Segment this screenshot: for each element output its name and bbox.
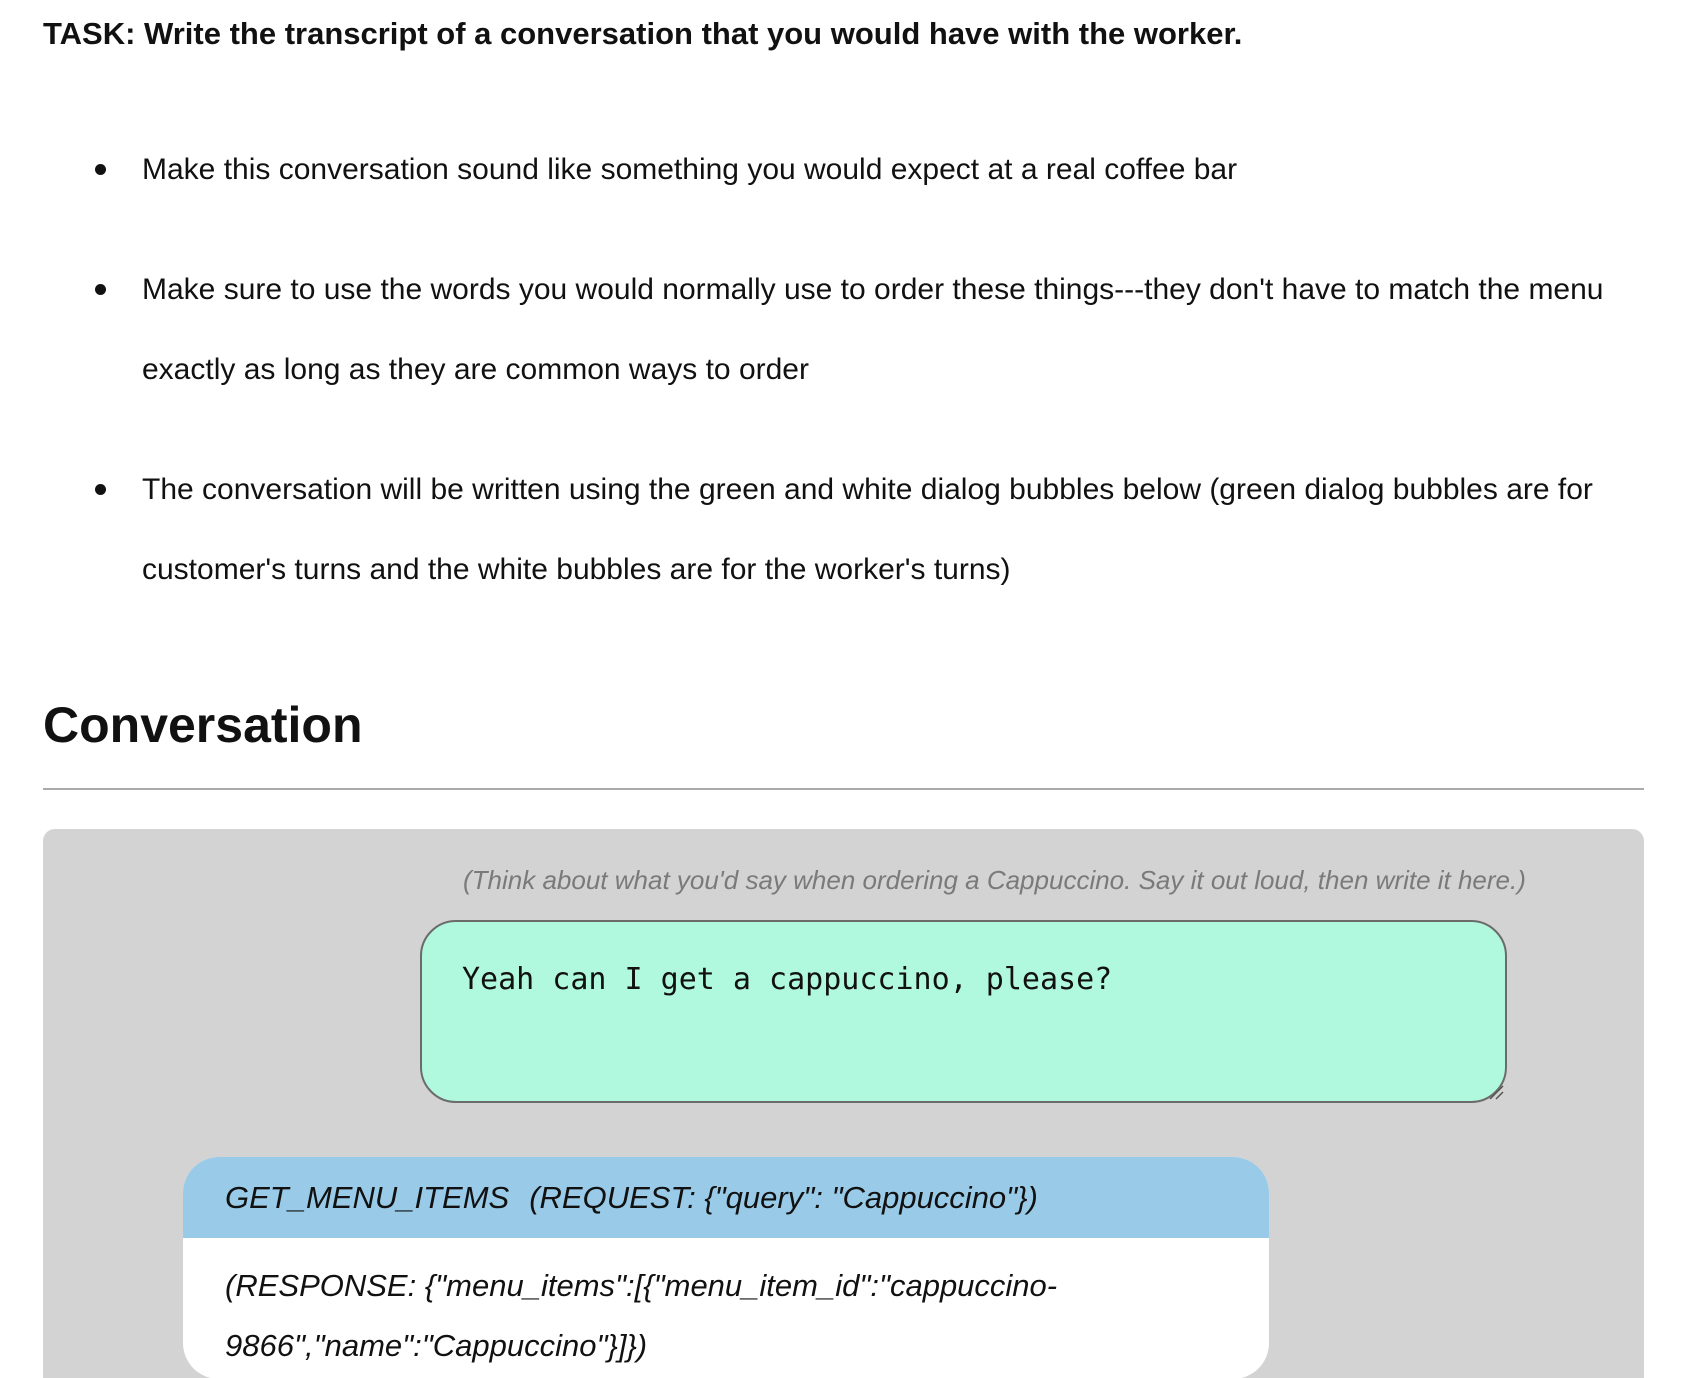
- instruction-text: Make sure to use the words you would normally use to order these things---they don't have to match the menu exactly as long as they are common ways to order: [142, 273, 1604, 386]
- instruction-item: [0, 450, 1688, 610]
- api-call-header: [183, 1157, 1269, 1238]
- api-call-response: (RESPONSE: {"menu_items":[{"menu_item_id":"cappuccino-9866","name":"Cappuccino"}]}): [225, 1268, 1058, 1363]
- conversation-heading: Conversation: [43, 697, 363, 753]
- section-divider: [43, 788, 1644, 790]
- bullet-icon: [95, 484, 106, 495]
- customer-turn-hint: (Think about what you'd say when ordering a Cappuccino. Say it out loud, then write it here.): [463, 865, 1526, 895]
- instruction-item: [0, 250, 1688, 410]
- instruction-item: [0, 130, 1688, 210]
- bullet-icon: [95, 164, 106, 175]
- task-title: TASK: Write the transcript of a conversation that you would have with the worker.: [43, 16, 1243, 51]
- instruction-text: Make this conversation sound like something you would expect at a real coffee bar: [142, 153, 1238, 186]
- api-call-card: [183, 1157, 1269, 1378]
- api-call-request: (REQUEST: {"query": "Cappuccino"}): [529, 1180, 1038, 1215]
- instruction-text: The conversation will be written using the green and white dialog bubbles below (green dialog bubbles are for customer's turns and the white bubbles are for the worker's turns): [142, 473, 1593, 586]
- bullet-icon: [95, 284, 106, 295]
- api-call-name: GET_MENU_ITEMS: [225, 1180, 510, 1215]
- resize-handle-icon[interactable]: [1488, 1084, 1504, 1100]
- instruction-list: [0, 130, 1688, 650]
- customer-turn-input[interactable]: [420, 920, 1507, 1103]
